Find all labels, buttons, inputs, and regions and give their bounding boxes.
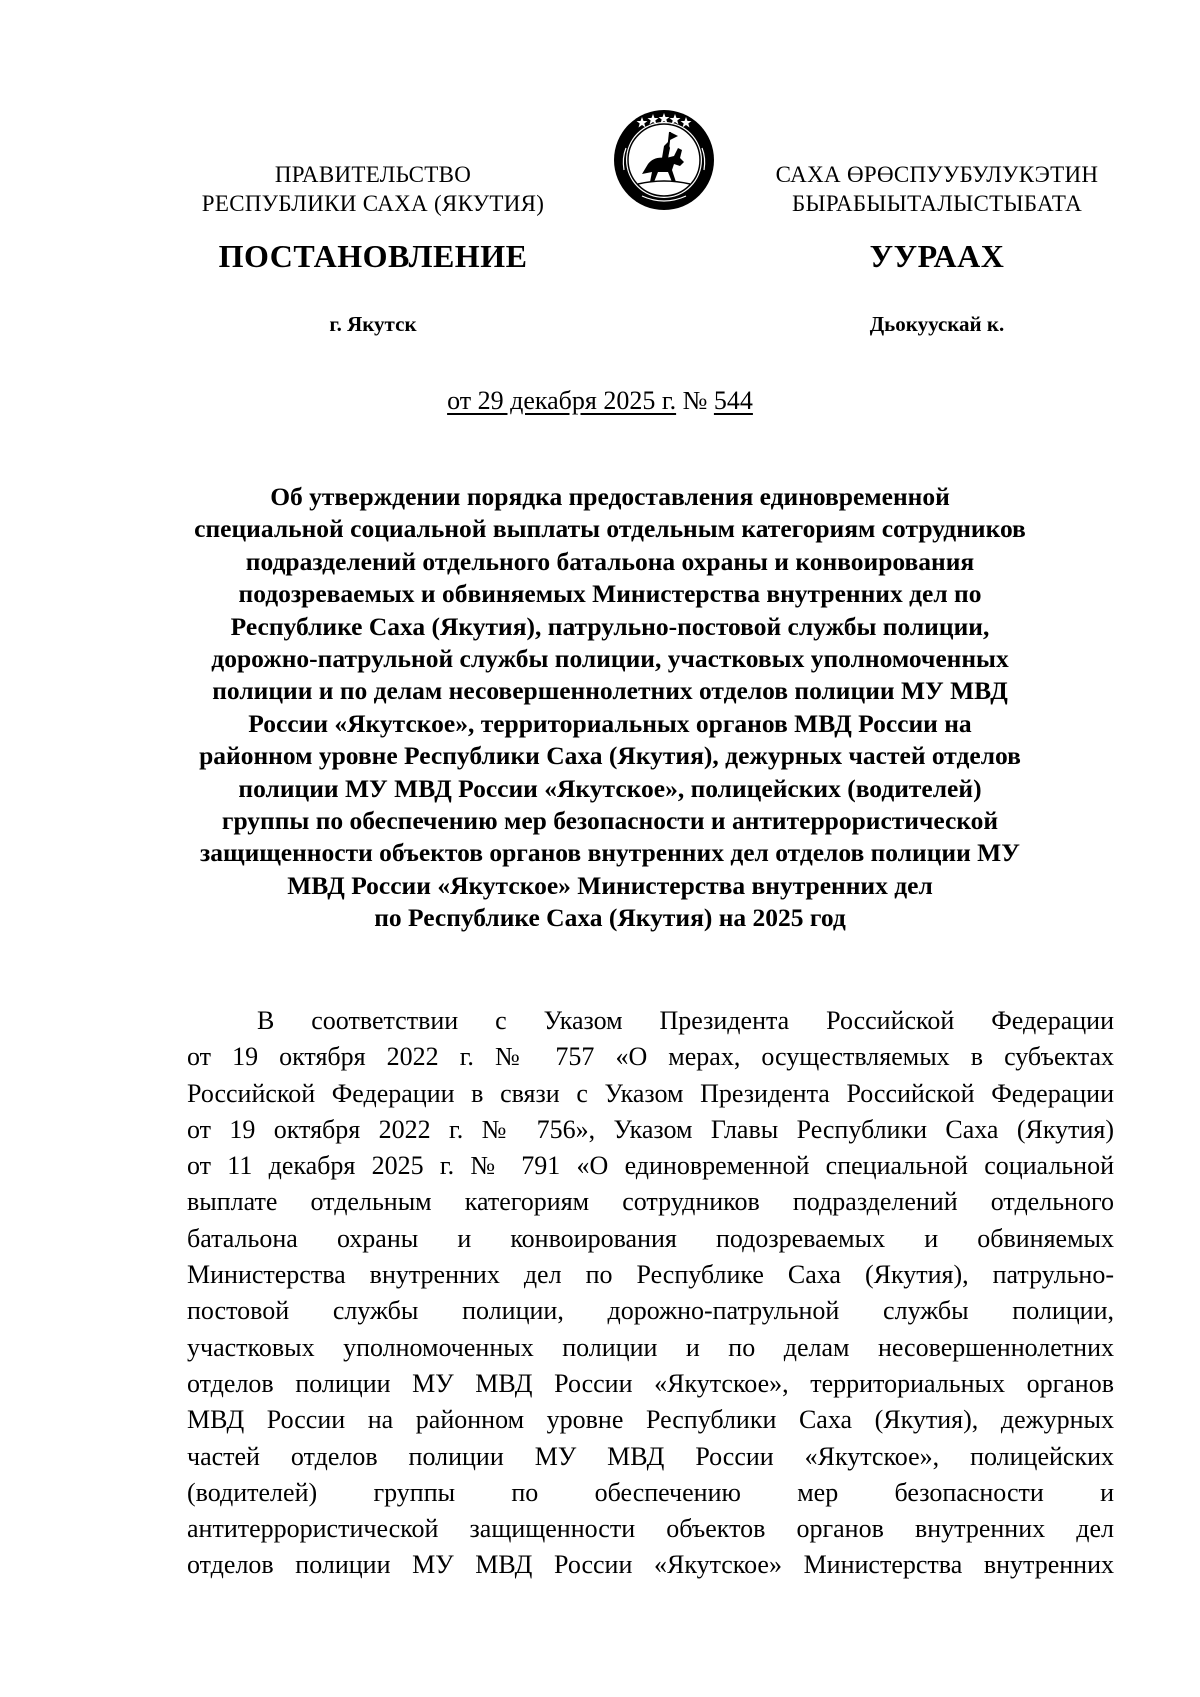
document-number: 544 bbox=[713, 386, 753, 415]
body-line: частей отделов полиции МУ МВД России «Якутское», полицейских bbox=[187, 1441, 1114, 1471]
document-date-number bbox=[0, 386, 1200, 416]
body-line: МВД России на районном уровне Республики Саха (Якутия), дежурных bbox=[187, 1405, 1114, 1435]
city-ru: г. Якутск bbox=[329, 312, 417, 336]
title-line: по Республике Саха (Якутия) на 2025 год bbox=[374, 903, 846, 933]
title-line: группы по обеспечению мер безопасности и антитеррористической bbox=[221, 806, 999, 836]
body-line: участковых уполномоченных полиции и по делам несовершеннолетних bbox=[187, 1332, 1114, 1362]
title-line: России «Якутское», территориальных органов МВД России на bbox=[248, 708, 972, 738]
doc-type-sah: УУРААХ bbox=[869, 238, 1005, 274]
body-line: отделов полиции МУ МВД России «Якутское», территориальных органов bbox=[187, 1368, 1114, 1398]
body-line: от 19 октября 2022 г. № 756», Указом Главы Республики Саха (Якутия) bbox=[187, 1114, 1114, 1144]
title-line: защищенности объектов органов внутренних дел отделов полиции МУ bbox=[200, 838, 1020, 868]
body-line: Министерства внутренних дел по Республике Саха (Якутия), патрульно- bbox=[187, 1260, 1114, 1290]
org-name-ru bbox=[183, 160, 563, 218]
title-line: Республике Саха (Якутия), патрульно-постовой службы полиции, bbox=[230, 611, 990, 641]
city-sah: Дьокуускай к. bbox=[869, 312, 1005, 336]
title-line: полиции МУ МВД России «Якутское», полицейских (водителей) bbox=[238, 773, 982, 803]
body-line: Российской Федерации в связи с Указом Президента Российской Федерации bbox=[187, 1078, 1114, 1108]
body-line: выплате отдельным категориям сотрудников подразделений отдельного bbox=[187, 1187, 1114, 1217]
title-line: подразделений отдельного батальона охраны и конвоирования bbox=[245, 546, 975, 576]
title-line: МВД России «Якутское» Министерства внутренних дел bbox=[287, 870, 933, 900]
document-title bbox=[160, 481, 1060, 935]
number-sign: № bbox=[682, 386, 708, 415]
title-line: полиции и по делам несовершеннолетних отделов полиции МУ МВД bbox=[212, 676, 1008, 706]
body-line: от 19 октября 2022 г. № 757 «О мерах, осуществляемых в субъектах bbox=[187, 1042, 1114, 1072]
body-line: батальона охраны и конвоирования подозреваемых и обвиняемых bbox=[187, 1223, 1114, 1253]
org-name-sah-line2: БЫРАБЫЫТАЛЫСТЫБАТА bbox=[791, 191, 1083, 216]
body-line: отделов полиции МУ МВД России «Якутское» Министерства внутренних bbox=[187, 1550, 1114, 1580]
org-name-sah-line1: САХА ӨРӨСПУУБУЛУКЭТИН bbox=[775, 162, 1099, 187]
title-line: подозреваемых и обвиняемых Министерства внутренних дел по bbox=[238, 579, 982, 609]
title-line: районном уровне Республики Саха (Якутия), дежурных частей отделов bbox=[199, 741, 1021, 771]
document-body bbox=[187, 1003, 1114, 1584]
body-line: постовой службы полиции, дорожно-патрульной службы полиции, bbox=[187, 1296, 1114, 1326]
body-line: В соответствии с Указом Президента Российской Федерации bbox=[257, 1006, 1114, 1035]
org-name-sah bbox=[747, 160, 1127, 218]
org-name-ru-line2: РЕСПУБЛИКИ САХА (ЯКУТИЯ) bbox=[201, 191, 545, 216]
body-line: от 11 декабря 2025 г. № 791 «О единовременной специальной социальной bbox=[187, 1151, 1114, 1181]
coat-of-arms-icon bbox=[612, 108, 716, 212]
org-name-ru-line1: ПРАВИТЕЛЬСТВО bbox=[274, 162, 472, 187]
doc-type-ru: ПОСТАНОВЛЕНИЕ bbox=[218, 238, 528, 274]
body-line: (водителей) группы по обеспечению мер безопасности и bbox=[187, 1477, 1114, 1507]
document-date: от 29 декабря 2025 г. bbox=[447, 386, 677, 415]
title-line: Об утверждении порядка предоставления единовременной bbox=[270, 482, 950, 511]
title-line: специальной социальной выплаты отдельным категориям сотрудников bbox=[194, 514, 1026, 544]
title-line: дорожно-патрульной службы полиции, участковых уполномоченных bbox=[211, 644, 1009, 674]
body-line: антитеррористической защищенности объектов органов внутренних дел bbox=[187, 1514, 1114, 1544]
